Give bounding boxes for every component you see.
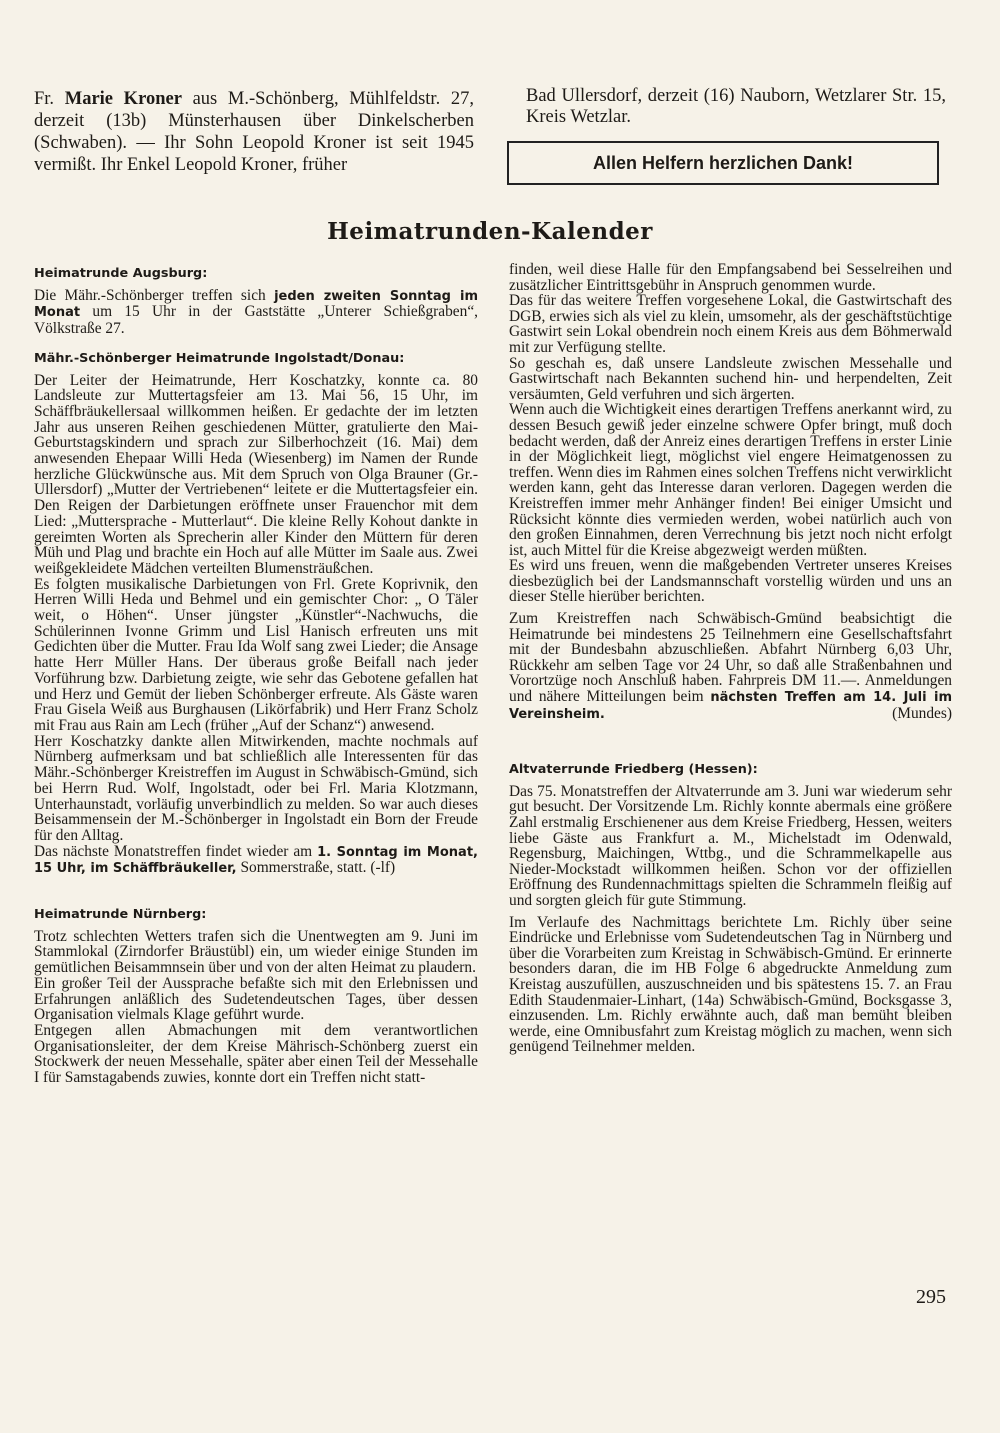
section-heading-nuernberg: Heimatrunde Nürnberg:: [34, 907, 207, 923]
notice-prefix: Fr.: [34, 89, 55, 109]
page-title: Heimatrunden-Kalender: [327, 218, 653, 245]
notice-name: Marie Kroner: [64, 89, 182, 109]
friedberg-paragraph: Das 75. Monatstreffen der Altvaterrunde am 3. Juni war wiederum sehr gut besucht. Der Vorsitzende Lm. Richly konnte abermals eine größere Zahl erstmalig Erschienener aus dem Kreise Friedberg, Hessen, weiters liebe Gäste aus Frankfurt a. M., Michelstadt im Odenwald, Regensburg, Maichingen, Wttbg., und die Schrammelkapelle aus Nieder-Mockstadt willkommen heißen. Schon vor der offiziellen Eröffnung des Rundennachmittags spielten die Schrammeln fleißig auf und sorgten gleich für gute Stimmung.: [509, 782, 952, 909]
ingolstadt-paragraph: Herr Koschatzky dankte allen Mitwirkenden, machte nochmals auf Nürnberg aufmerksam und bat schließlich alle Interessenten für das Mähr.-Schönberger Kreistreffen im August in Schwäbisch-Gmünd, sich bei Herrn Rud. Wolf, Ingolstadt, oder bei Frl. Maria Klotzmann, Unterhaunstadt, vorläufig unverbindlich zu melden. So war auch dieses Beisammensein der M.-Schönberger in Ingolstadt ein Born der Freude für den Alltag.: [34, 732, 478, 844]
nuernberg-continued-paragraph: Es wird uns freuen, wenn die maßgebenden Vertreter unseres Kreises diesbezüglich bei der Landsmannschaft vorstellig würden und uns an dieser Stelle hierüber berichten.: [509, 557, 952, 606]
spacer: [509, 722, 952, 762]
thanks-box: [507, 141, 939, 185]
thanks-text: Allen Helfern herzlichen Dank!: [592, 152, 854, 173]
left-column: [34, 266, 478, 1086]
augsburg-bold: jeden zweiten Sonntag im Monat: [34, 288, 478, 321]
nuernberg-paragraph: Entgegen allen Abmachungen mit dem verantwortlichen Organisationsleiter, der dem Kreise Mährisch-Schönberg zuerst ein Stockwerk der neuen Messehalle, später aber einen Teil der Messehalle I für Samstagabends zuwies, konnte dort ein Treffen nicht statt-: [34, 1021, 478, 1087]
notice-continuation: [526, 86, 946, 128]
nuernberg-continued-paragraph: finden, weil diese Halle für den Empfangsabend bei Sesselreihen und zusätzlicher Eintrittsgebühr in Anspruch genommen wurde.: [509, 261, 952, 294]
spacer: [34, 337, 478, 351]
section-heading-friedberg: Altvaterrunde Friedberg (Hessen):: [509, 762, 758, 778]
spacer: [34, 877, 478, 907]
nuernberg-paragraph: Trotz schlechten Wetters trafen sich die Unentwegten am 9. Juni im Stammlokal (Zirndorfer Bräustübl) ein, um wieder einige Stunden im gemütlichen Beisammnsein über und von der alten Heimat zu plaudern.: [34, 927, 478, 977]
page-number: 295: [916, 1286, 946, 1308]
augsburg-text: [34, 288, 478, 337]
nuernberg-continued-paragraph: Das für das weitere Treffen vorgesehene Lokal, die Gastwirtschaft des DGB, erwies sich als viel zu klein, umsomehr, als der geschäftstüchtige Gastwirt sein Lokal obendrein noch einem Kreis aus dem Böhmerwald mit zur Verfügung stellte.: [509, 292, 952, 356]
missing-person-notice: [34, 88, 474, 176]
nuernberg-continued-paragraph: So geschah es, daß unsere Landsleute zwischen Messehalle und Gastwirtschaft nach Bekannten suchend hin- und herpendelten, Zeit versäumten, Geld verfuhren und sich ärgerten.: [509, 354, 952, 403]
nuernberg-trip-paragraph: [509, 611, 952, 722]
ingolstadt-paragraph: Es folgten musikalische Darbietungen von Frl. Grete Koprivnik, den Herren Willi Heda und Behmel und ein gemischter Chor: „ O Täler weit, o Höhen“. Unser jüngster „Künstler“-Nachwuchs, die Schülerinnen Ivonne Grimm und Lisl Hanisch erfreuten uns mit Gedichten über die Mutter. Frau Ida Wolf sang zwei Lieder; die Ansage hatte Herr Müller Hans. Der überaus große Beifall nach jeder Vorführung bzw. Darbietung zeigte, wie sehr das Gebotene gefallen hat und Herz und Gemüt der lieben Schönberger erfreute. Als Gäste waren Frau Gisela Weiß aus Burghausen (Likörfabrik) und Herr Franz Scholz mit Frau aus Rain am Lech (früher „Auf der Schanz“) anwesend.: [34, 575, 478, 734]
author-signature: (Mundes): [892, 704, 952, 722]
section-heading-ingolstadt: Mähr.-Schönberger Heimatrunde Ingolstadt/Donau:: [34, 350, 405, 366]
ingolstadt-next-a: Das nächste Monatstreffen findet wieder am: [34, 842, 313, 860]
ingolstadt-next-b: Sommerstraße, statt. (-lf): [240, 859, 396, 877]
right-column: [509, 262, 952, 1055]
trip-bold: nächsten Treffen am 14. Juli im Vereinsheim.: [509, 690, 952, 722]
augsburg-text-a: Die Mähr.-Schönberger treffen sich: [34, 286, 266, 304]
notice-continuation-text: Bad Ullersdorf, derzeit (16) Nauborn, Wetzlarer Str. 15, Kreis Wetzlar.: [526, 86, 946, 127]
ingolstadt-paragraph: [34, 844, 478, 877]
nuernberg-paragraph: Ein großer Teil der Aussprache befaßte sich mit den Erlebnissen und Erfahrungen anläßlich des Sudetendeutschen Tages, über dessen Organisation vielmals Klage geführt wurde.: [34, 974, 478, 1024]
trip-text: Zum Kreistreffen nach Schwäbisch-Gmünd beabsichtigt die Heimatrunde bei mindestens 25 Teilnehmern eine Gesellschaftsfahrt mit der Bundesbahn abzuschließen. Abfahrt Nürnberg 6,03 Uhr, Rückkehr am selben Tage vor 24 Uhr, so daß alle Straßenbahnen und Vorortzüge noch Anschluß haben. Fahrpreis DM 11.—. Anmeldungen und nähere Mitteilungen beim: [509, 610, 952, 706]
notice-text: [34, 88, 474, 176]
notice-body: aus M.-Schönberg, Mühlfeldstr. 27, derzeit (13b) Münsterhausen über Dinkelscherben (Schwaben). — Ihr Sohn Leopold Kroner ist seit 1945 vermißt. Ihr Enkel Leopold Kroner, früher: [34, 89, 474, 175]
friedberg-paragraph: Im Verlaufe des Nachmittags berichtete Lm. Richly über seine Eindrücke und Erlebnisse vom Sudetendeutschen Tag in Nürnberg und über die Vorarbeiten zum Kreistag in Schwäbisch-Gmünd. Er erinnerte besonders daran, die im HB Folge 6 abgedruckte Anmeldung zum Kreistag auszufüllen, auszuschneiden und bis spätestens 15. 7. an Frau Edith Staudenmaier-Linhart, (14a) Schwäbisch-Gmünd, Bocksgasse 3, einzusenden. Lm. Richly erwähnte auch, daß man bemüht bleiben werde, eine Omnibusfahrt zum Kreistag möglich zu machen, wenn sich genügend Teilnehmer melden.: [509, 913, 952, 1056]
augsburg-text-b: um 15 Uhr in der Gaststätte „Unterer Schießgraben“, Völkstraße 27.: [34, 303, 478, 338]
section-heading-augsburg: Heimatrunde Augsburg:: [34, 266, 208, 281]
ingolstadt-next-bold: 1. Sonntag im Monat, 15 Uhr, im Schäffbräukeller,: [34, 844, 478, 877]
nuernberg-continued-paragraph: Wenn auch die Wichtigkeit eines derartigen Treffens anerkannt wird, zu dessen Besuch gewiß jeder einzelne schwere Opfer bringt, muß doch bedacht werden, daß der Anreiz eines derartigen Treffens in erster Linie in der Möglichkeit liegt, möglichst viel engere Heimatgenossen zu treffen. Wenn dies im Rahmen eines solchen Treffens nicht verwirklicht werden kann, geht das Interesse daran verloren. Dagegen werden die Kreistreffen immer mehr Anhänger finden! Bei einiger Umsicht und Rücksicht könnte dies vermieden werden, wobei natürlich auch von den großen Einnahmen, deren Verrechnung bis jetzt noch nicht erfolgt ist, auch Mittel für die Kreise abgezweigt werden müßten.: [509, 401, 952, 559]
ingolstadt-paragraph: Der Leiter der Heimatrunde, Herr Koschatzky, konnte ca. 80 Landsleute zur Muttertagsfeier am 13. Mai 56, 15 Uhr, im Schäffbräukellersaal willkommen heißen. Er gedachte der im letzten Jahr aus unseren Reihen geschiedenen Mütter, gratulierte den Mai-Geburtstagskindern und sprach zur Silberhochzeit (16. Mai) dem anwesenden Ehepaar Willi Heda (Wiesenberg) im Namen der Runde herzliche Glückwünsche aus. Mit dem Spruch von Olga Brauner (Gr.-Ullersdorf) „Mutter der Vertriebenen“ leitete er die Muttertagsfeier ein. Den Reigen der Darbietungen eröffnete unser Frauenchor mit dem Lied: „Muttersprache - Mutterlaut“. Die kleine Relly Kohout dankte in gereimten Worten als Sprecherin aller Kinder den Müttern für deren Müh und Plag und brachte ein Hoch auf alle Mütter im Saale aus. Zwei weißgekleidete Mädchen verteilten Blumensträußchen.: [34, 371, 478, 577]
